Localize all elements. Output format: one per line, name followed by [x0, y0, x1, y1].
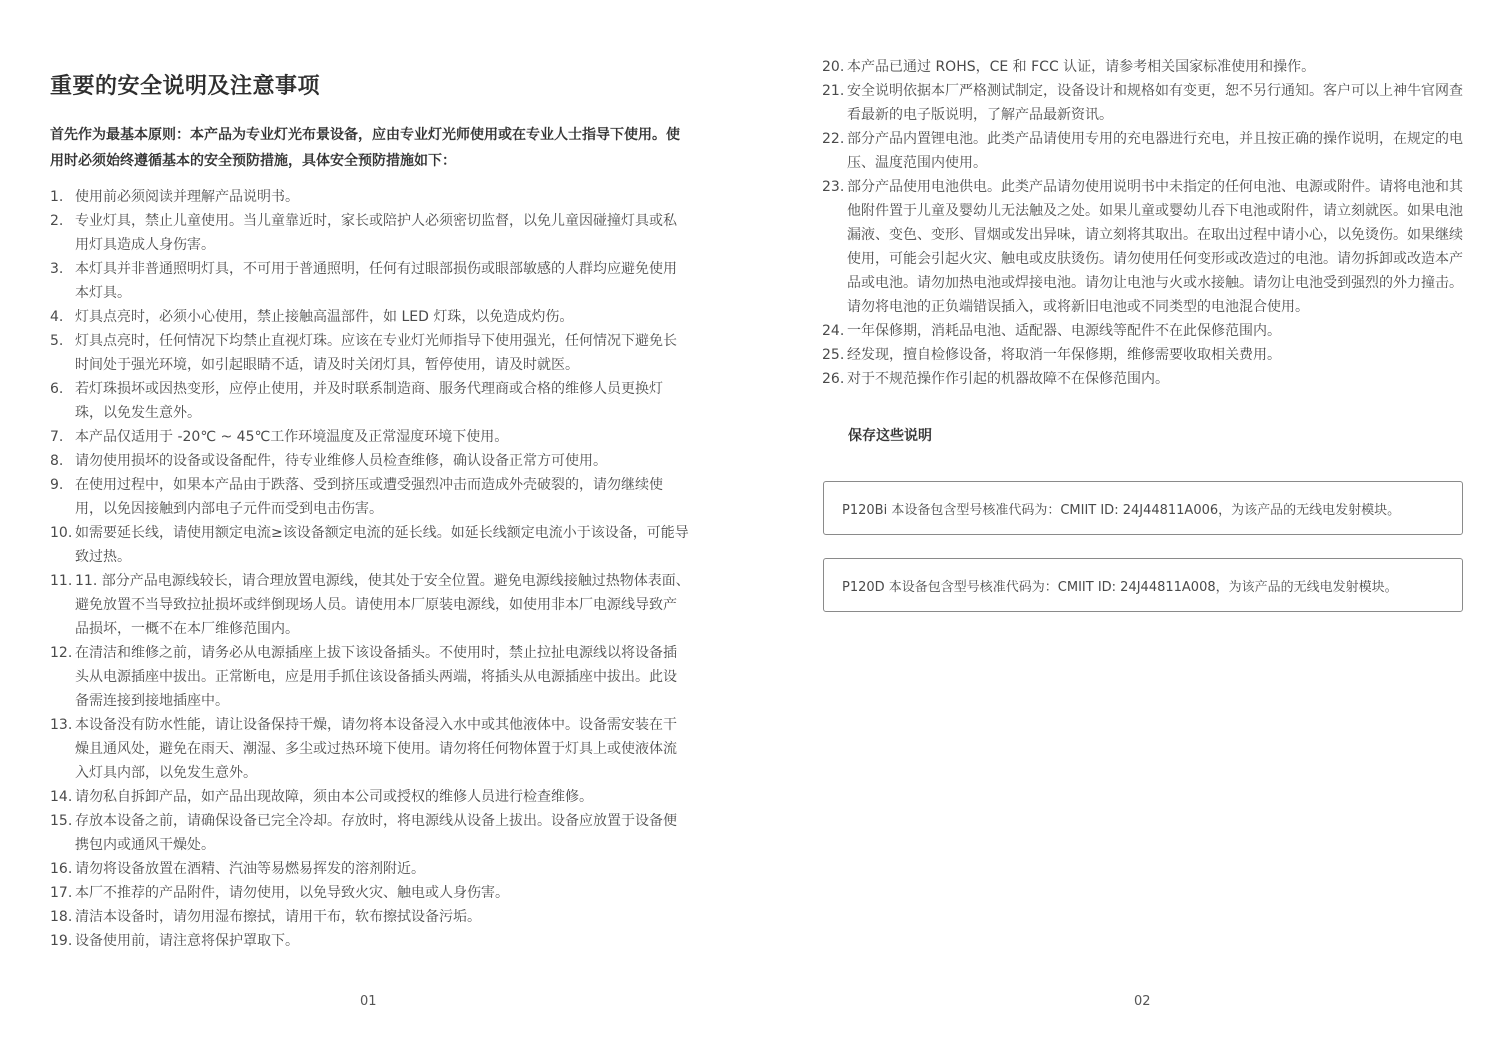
- cmiit-notice-box: P120D 本设备包含型号核准代码为：CMIIT ID: 24J44811A008，为该产品的无线电发射模块。: [823, 558, 1463, 612]
- list-item: [50, 377, 690, 425]
- item-number: 16.: [50, 861, 73, 877]
- intro-paragraph: 首先作为最基本原则：本产品为专业灯光布景设备，应由专业灯光师使用或在专业人士指导下使用。使用时必须始终遵循基本的安全预防措施，具体安全预防措施如下：: [50, 127, 680, 169]
- list-item: [50, 809, 690, 857]
- item-text: 在使用过程中，如果本产品由于跌落、受到挤压或遭受强烈冲击而造成外壳破裂的，请勿继续使用，以免因接触到内部电子元件而受到电击伤害。: [75, 477, 663, 517]
- list-item: [50, 329, 690, 377]
- item-text: 灯具点亮时，任何情况下均禁止直视灯珠。应该在专业灯光师指导下使用强光，任何情况下避免长时间处于强光环境，如引起眼睛不适，请及时关闭灯具，暂停使用，请及时就医。: [75, 333, 677, 373]
- list-item: [822, 343, 1464, 367]
- item-number: 9.: [50, 477, 64, 493]
- item-number: 21.: [822, 83, 845, 99]
- item-text: 如需要延长线，请使用额定电流≥该设备额定电流的延长线。如延长线额定电流小于该设备，可能导致过热。: [75, 525, 689, 565]
- item-text: 灯具点亮时，必须小心使用，禁止接触高温部件，如 LED 灯珠，以免造成灼伤。: [75, 309, 574, 325]
- list-item: [50, 305, 690, 329]
- item-number: 5.: [50, 333, 64, 349]
- list-item: [822, 127, 1464, 175]
- list-item: [50, 473, 690, 521]
- list-item: [50, 425, 690, 449]
- list-item: [822, 175, 1464, 319]
- item-number: 13.: [50, 717, 73, 733]
- list-item: [50, 929, 690, 953]
- page-number: 01: [360, 994, 377, 1009]
- item-number: 12.: [50, 645, 73, 661]
- list-item: [50, 521, 690, 569]
- item-text: 部分产品内置锂电池。此类产品请使用专用的充电器进行充电，并且按正确的操作说明，在规定的电压、温度范围内使用。: [847, 131, 1463, 171]
- list-item: [50, 857, 690, 881]
- list-item: [50, 449, 690, 473]
- item-number: 2.: [50, 213, 64, 229]
- item-number: 3.: [50, 261, 64, 277]
- item-number: 14.: [50, 789, 73, 805]
- item-number: 26.: [822, 371, 845, 387]
- list-item: [50, 209, 690, 257]
- item-text: 本设备没有防水性能，请让设备保持干燥，请勿将本设备浸入水中或其他液体中。设备需安装在干燥且通风处，避免在雨天、潮湿、多尘或过热环境下使用。请勿将任何物体置于灯具上或使液体流入灯具内部，以免发生意外。: [75, 717, 677, 781]
- list-item: [50, 185, 690, 209]
- right-page: [756, 0, 1512, 1058]
- item-text: 一年保修期，消耗品电池、适配器、电源线等配件不在此保修范围内。: [847, 323, 1281, 339]
- item-number: 25.: [822, 347, 845, 363]
- list-item: [50, 257, 690, 305]
- item-number: 22.: [822, 131, 845, 147]
- item-number: 1.: [50, 189, 64, 205]
- item-number: 6.: [50, 381, 64, 397]
- item-text: 11. 部分产品电源线较长，请合理放置电源线，使其处于安全位置。避免电源线接触过热物体表面、避免放置不当导致拉扯损坏或绊倒现场人员。请使用本厂原装电源线，如使用非本厂电源线导致产品损坏，一概不在本厂维修范围内。: [75, 573, 690, 637]
- item-text: 存放本设备之前，请确保设备已完全冷却。存放时，将电源线从设备上拔出。设备应放置于设备便携包内或通风干燥处。: [75, 813, 677, 853]
- item-number: 4.: [50, 309, 64, 325]
- list-item: [50, 905, 690, 929]
- item-text: 本灯具并非普通照明灯具，不可用于普通照明，任何有过眼部损伤或眼部敏感的人群均应避免使用本灯具。: [75, 261, 677, 301]
- page-number: 02: [1134, 994, 1151, 1009]
- item-number: 23.: [822, 179, 845, 195]
- item-number: 18.: [50, 909, 73, 925]
- safety-list-left: [50, 185, 690, 953]
- list-item: [50, 641, 690, 713]
- item-text: 部分产品使用电池供电。此类产品请勿使用说明书中未指定的任何电池、电源或附件。请将电池和其他附件置于儿童及婴幼儿无法触及之处。如果儿童或婴幼儿吞下电池或附件，请立刻就医。如果电池漏液、变色、变形、冒烟或发出异味，请立刻将其取出。在取出过程中请小心，以免烫伤。如果继续使用，可能会引起火灾、触电或皮肤烫伤。请勿使用任何变形或改造过的电池。请勿拆卸或改造本产品或电池。请勿加热电池或焊接电池。请勿让电池与火或水接触。请勿让电池受到强烈的外力撞击。请勿将电池的正负端错误插入，或将新旧电池或不同类型的电池混合使用。: [847, 179, 1463, 315]
- save-instructions-heading: 保存这些说明: [848, 428, 932, 444]
- list-item: [822, 319, 1464, 343]
- list-item: [822, 367, 1464, 391]
- item-text: 在清洁和维修之前，请务必从电源插座上拔下该设备插头。不使用时，禁止拉扯电源线以将设备插头从电源插座中拔出。正常断电，应是用手抓住该设备插头两端，将插头从电源插座中拔出。此设备需连接到接地插座中。: [75, 645, 677, 709]
- list-item: [50, 785, 690, 809]
- item-text: 清洁本设备时，请勿用湿布擦拭，请用干布，软布擦拭设备污垢。: [75, 909, 481, 925]
- list-item: [822, 55, 1464, 79]
- item-text: 本产品已通过 ROHS，CE 和 FCC 认证，请参考相关国家标准使用和操作。: [847, 59, 1316, 75]
- list-item: [50, 881, 690, 905]
- item-text: 请勿私自拆卸产品，如产品出现故障，须由本公司或授权的维修人员进行检查维修。: [75, 789, 593, 805]
- safety-list-right: [822, 55, 1464, 391]
- item-number: 17.: [50, 885, 73, 901]
- list-item: [822, 79, 1464, 127]
- item-text: 专业灯具，禁止儿童使用。当儿童靠近时，家长或陪护人必须密切监督，以免儿童因碰撞灯具或私用灯具造成人身伤害。: [75, 213, 677, 253]
- item-text: 本产品仅适用于 -20℃ ~ 45℃工作环境温度及正常湿度环境下使用。: [75, 429, 509, 445]
- item-text: 若灯珠损坏或因热变形，应停止使用，并及时联系制造商、服务代理商或合格的维修人员更换灯珠，以免发生意外。: [75, 381, 663, 421]
- item-number: 24.: [822, 323, 845, 339]
- item-text: 经发现，擅自检修设备，将取消一年保修期，维修需要收取相关费用。: [847, 347, 1281, 363]
- item-text: 请勿将设备放置在酒精、汽油等易燃易挥发的溶剂附近。: [75, 861, 425, 877]
- item-number: 20.: [822, 59, 845, 75]
- cmiit-notice-box: P120Bi 本设备包含型号核准代码为：CMIIT ID: 24J44811A006，为该产品的无线电发射模块。: [823, 481, 1463, 535]
- page-title: 重要的安全说明及注意事项: [50, 73, 321, 99]
- item-number: 7.: [50, 429, 64, 445]
- item-text: 对于不规范操作作引起的机器故障不在保修范围内。: [847, 371, 1169, 387]
- item-text: 本厂不推荐的产品附件，请勿使用，以免导致火灾、触电或人身伤害。: [75, 885, 509, 901]
- item-text: 使用前必须阅读并理解产品说明书。: [75, 189, 299, 205]
- item-number: 8.: [50, 453, 64, 469]
- list-item: [50, 713, 690, 785]
- item-number: 10.: [50, 525, 73, 541]
- item-text: 安全说明依据本厂严格测试制定，设备设计和规格如有变更，恕不另行通知。客户可以上神牛官网查看最新的电子版说明，了解产品最新资讯。: [847, 83, 1463, 123]
- item-number: 19.: [50, 933, 73, 949]
- list-item: [50, 569, 690, 641]
- item-number: 11.: [50, 573, 73, 589]
- item-number: 15.: [50, 813, 73, 829]
- item-text: 设备使用前，请注意将保护罩取下。: [75, 933, 299, 949]
- item-text: 请勿使用损坏的设备或设备配件，待专业维修人员检查维修，确认设备正常方可使用。: [75, 453, 607, 469]
